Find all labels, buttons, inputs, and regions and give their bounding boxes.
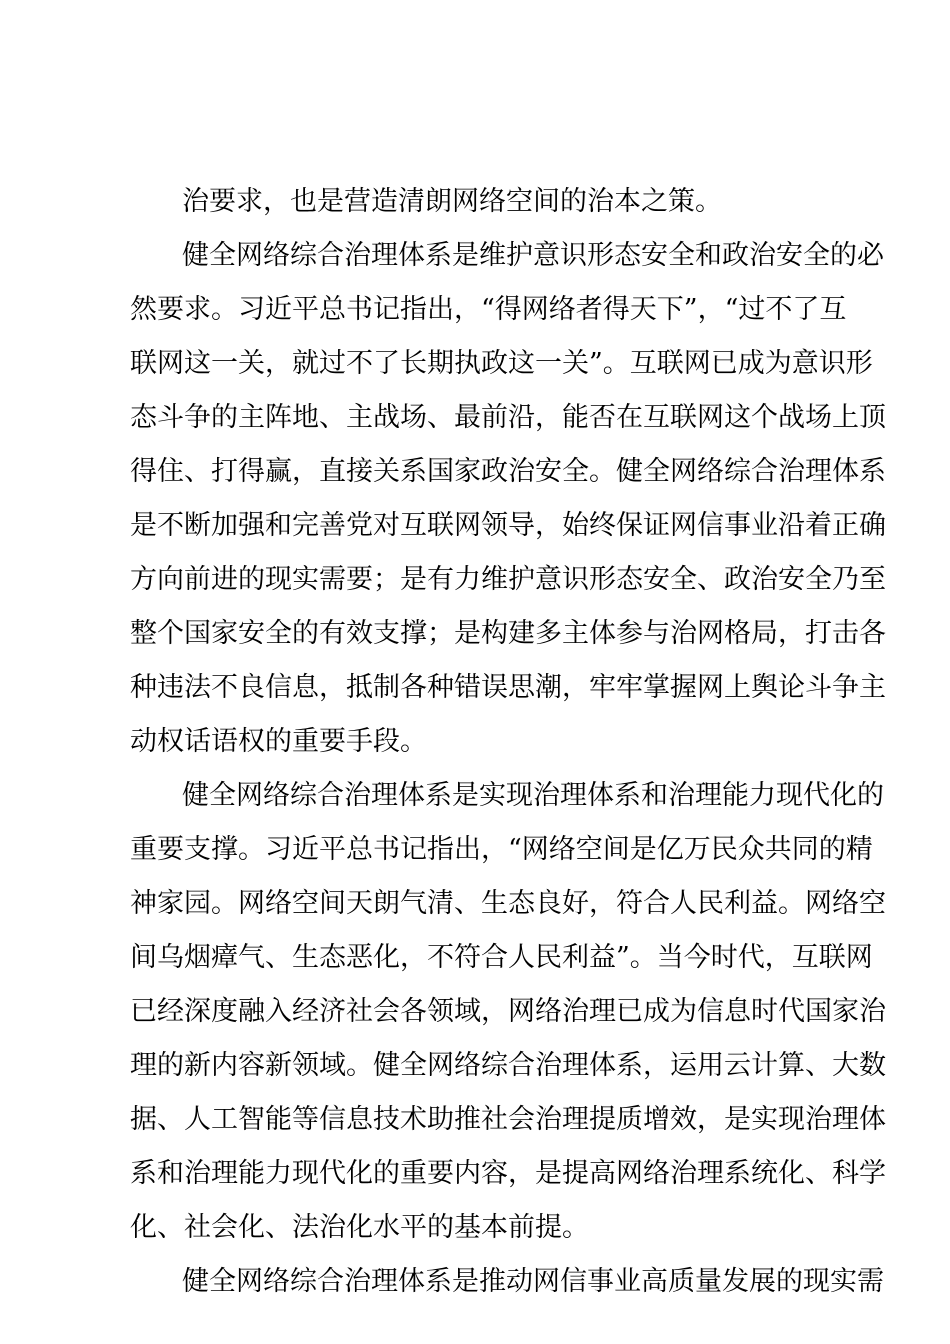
paragraph-line: 健全网络综合治理体系是实现治理体系和治理能力现代化的 [182,780,884,811]
paragraph-line: 是不断加强和完善党对互联网领导，始终保证网信事业沿着正确 [130,510,886,541]
paragraph-line: 系和治理能力现代化的重要内容，是提高网络治理系统化、科学 [130,1158,886,1189]
paragraph-2 [130,229,886,769]
paragraph-line: 得住、打得赢，直接关系国家政治安全。健全网络综合治理体系 [130,456,886,487]
paragraph-line: 化、社会化、法治化水平的基本前提。 [130,1212,589,1243]
paragraph-3 [130,769,886,1255]
document-body [130,175,886,1309]
paragraph-line: 已经深度融入经济社会各领域，网络治理已成为信息时代国家治 [130,996,886,1027]
paragraph-line: 联网这一关，就过不了长期执政这一关”。互联网已成为意识形 [130,348,873,379]
paragraph-line: 神家园。网络空间天朗气清、生态良好，符合人民利益。网络空 [130,888,886,919]
paragraph-line: 动权话语权的重要手段。 [130,726,427,757]
paragraph-line: 重要支撑。习近平总书记指出，“网络空间是亿万民众共同的精 [130,834,873,865]
paragraph-line: 理的新内容新领域。健全网络综合治理体系，运用云计算、大数 [130,1050,886,1081]
paragraph-line: 健全网络综合治理体系是推动网信事业高质量发展的现实需 [182,1266,884,1297]
paragraph-4 [130,1255,884,1309]
paragraph-line: 据、人工智能等信息技术助推社会治理提质增效，是实现治理体 [130,1104,886,1135]
paragraph-line: 种违法不良信息，抵制各种错误思潮，牢牢掌握网上舆论斗争主 [130,672,886,703]
paragraph-1 [130,175,842,229]
paragraph-line: 间乌烟瘴气、生态恶化，不符合人民利益”。当今时代，互联网 [130,942,873,973]
paragraph-line: 态斗争的主阵地、主战场、最前沿，能否在互联网这个战场上顶 [130,402,886,433]
paragraph-line: 然要求。习近平总书记指出，“得网络者得天下”，“过不了互 [130,294,847,325]
paragraph-line: 方向前进的现实需要；是有力维护意识形态安全、政治安全乃至 [130,564,886,595]
paragraph-line: 治要求，也是营造清朗网络空间的治本之策。 [182,186,722,217]
paragraph-line: 健全网络综合治理体系是维护意识形态安全和政治安全的必 [182,240,884,271]
paragraph-line: 整个国家安全的有效支撑；是构建多主体参与治网格局，打击各 [130,618,886,649]
